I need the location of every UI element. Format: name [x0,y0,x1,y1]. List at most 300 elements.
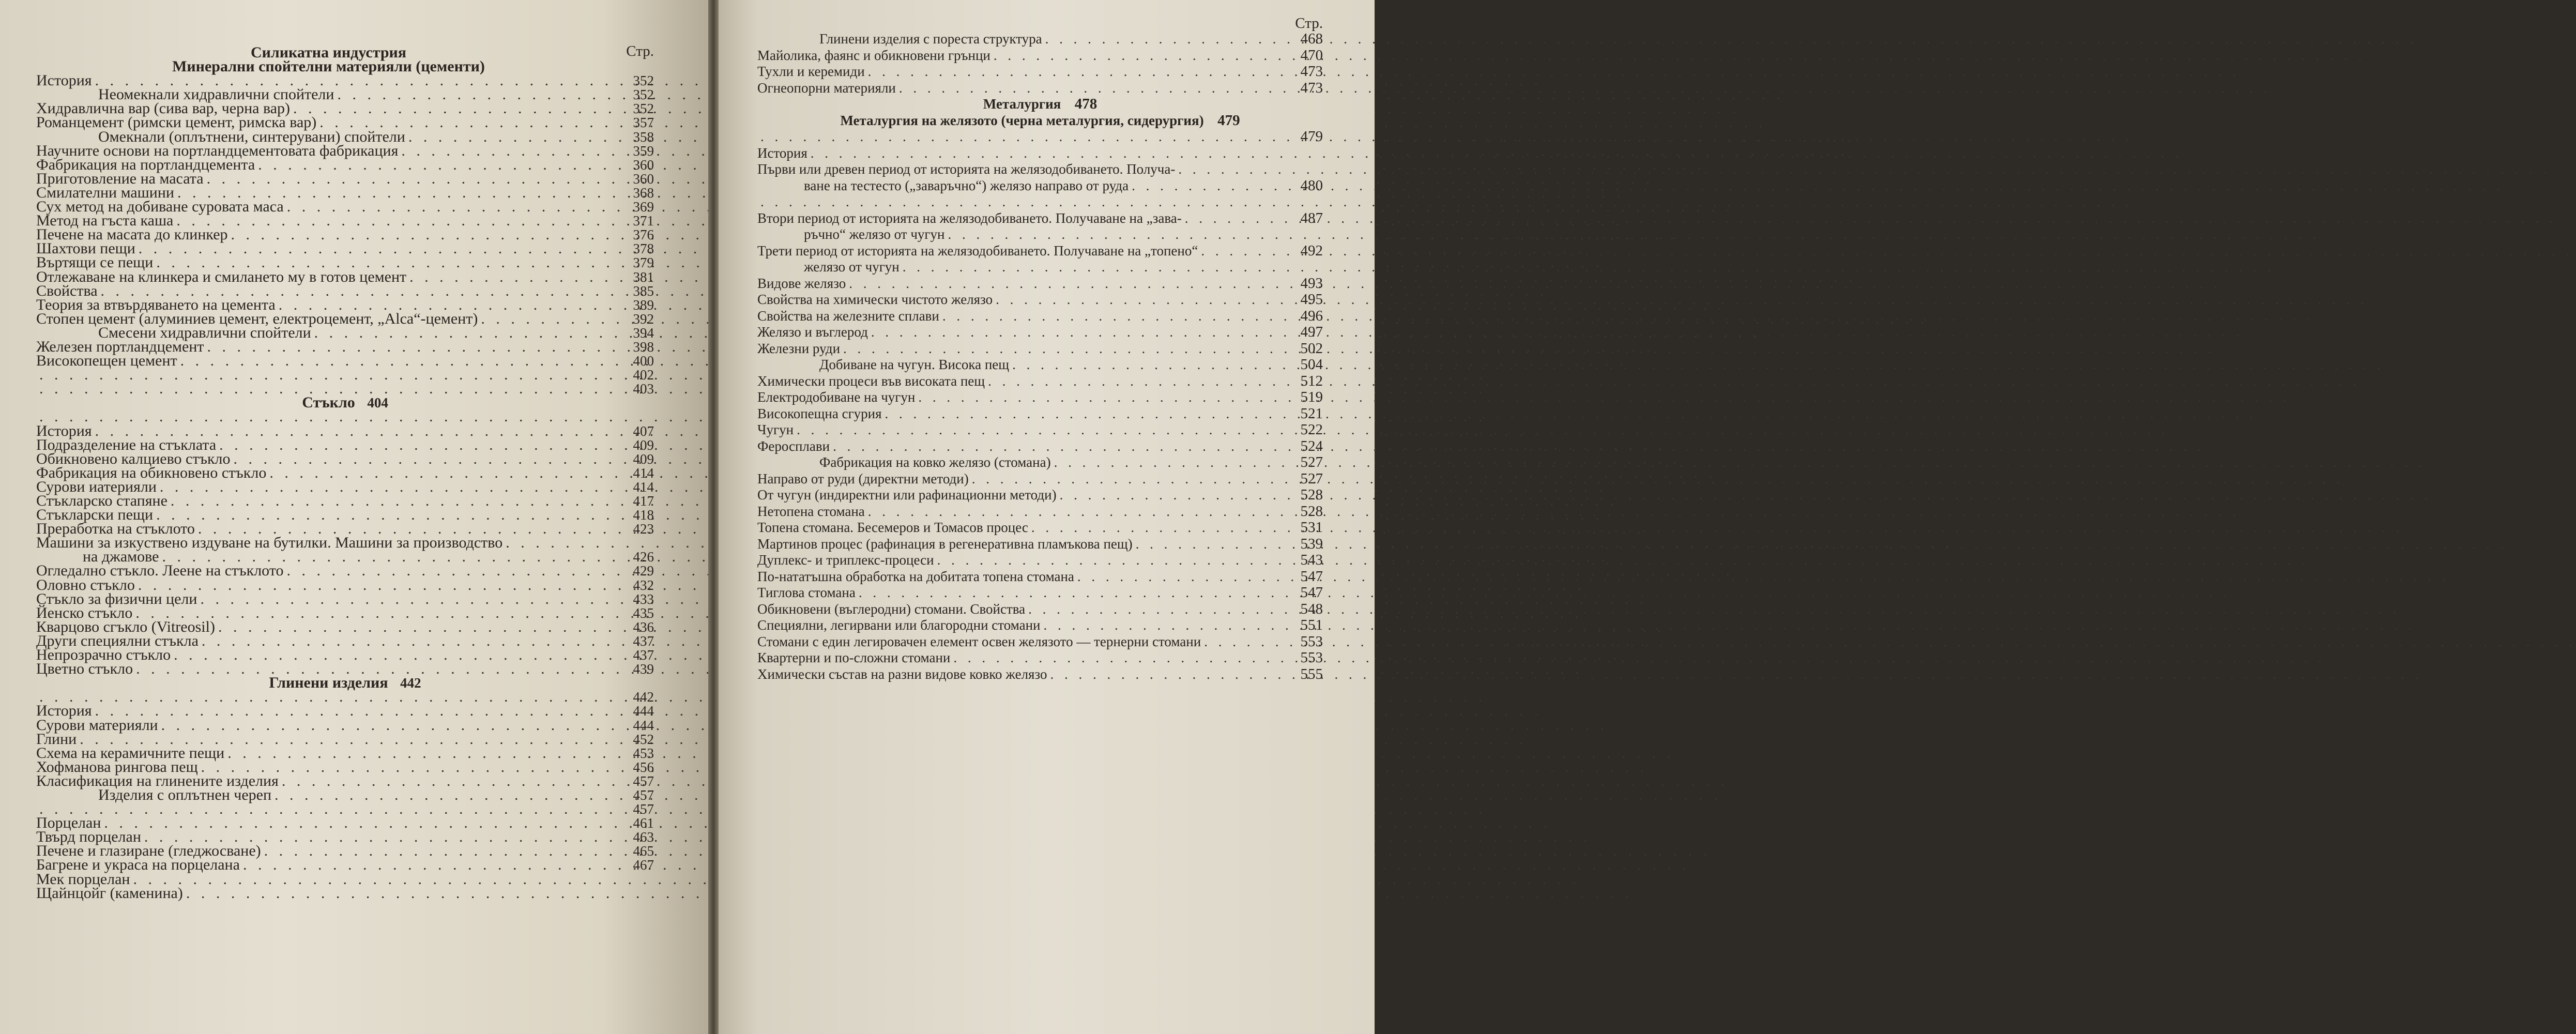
toc-leader-dots [258,158,618,172]
toc-entry-title: Теория за втвърдяването на цемента [36,296,276,313]
toc-entry-title: Стомани с един легировачен елемент освен желязото — тернерни стомани [757,633,1201,649]
toc-entry [757,406,1323,422]
toc-entry [36,326,654,340]
toc-leader-dots [174,648,618,662]
toc-leader-dots [1044,617,1284,634]
toc-entry [757,48,1323,64]
toc-leader-dots [871,324,1284,341]
toc-entry [36,226,654,244]
toc-page-number: 442 [633,689,654,705]
toc-entry-title: Желязо и въглерод [757,324,868,340]
toc-page-number: 547 [1300,584,1323,601]
toc-entry-title: Тухли и керемиди [757,64,865,79]
toc-leader-dots [1060,487,1284,504]
toc-entry [757,145,1323,162]
toc-entry-title: Феросплави [757,438,830,454]
toc-leader-dots [996,292,1284,308]
toc-entry [36,562,654,580]
toc-page-number: 394 [633,325,654,341]
toc-leader-dots [39,409,618,423]
toc-entry [36,578,654,592]
toc-leader-dots [171,494,618,508]
toc-page-number: 437 [633,633,654,649]
toc-entry [757,422,1323,438]
toc-leader-dots [1136,536,1284,553]
toc-entry [36,186,654,200]
toc-page-number: 423 [633,521,654,537]
toc-leader-dots [319,115,618,129]
toc-leader-dots [1045,31,1284,48]
toc-entry [36,452,654,466]
toc-entry-title: Сурови материяли [36,716,158,734]
toc-leader-dots [1132,178,1284,194]
left-page [0,0,708,1034]
toc-page-number: 480 [1300,177,1323,194]
toc-entry-title: История [36,72,92,89]
toc-entry-title: Химически състав на разни видове ковко желязо [757,666,1047,682]
toc-entry [36,494,654,508]
toc-leader-dots [408,130,618,144]
toc-entry-title: Глинени изделия с пореста структура [819,31,1042,47]
toc-page-number: 360 [633,171,654,187]
toc-entry [36,354,654,368]
toc-entry-title: Нетопена стомана [757,503,865,519]
toc-page-number: 360 [633,157,654,173]
toc-entry [36,704,654,718]
toc-leader-dots [264,844,618,858]
toc-leader-dots [207,340,618,354]
toc-entry [36,536,654,550]
toc-entry-title: Глинени изделия [269,674,388,692]
toc-section-heading [36,59,654,73]
toc-entry-title: желязо от чугун [804,259,900,275]
toc-leader-dots [234,452,618,466]
toc-page-number: 357 [633,115,654,131]
toc-entry-title: Въртящи се пещи [36,254,154,271]
toc-page-number: 527 [1300,470,1323,487]
toc-entry [36,87,654,101]
toc-entry [757,129,1323,145]
toc-page-number: 417 [633,493,654,509]
toc-page-number: 409 [633,451,654,467]
toc-page-number: 524 [1300,437,1323,454]
toc-page-number: 512 [1300,372,1323,389]
toc-leader-dots [180,354,618,368]
toc-entry [757,210,1323,227]
toc-page-number: 436 [633,619,654,635]
toc-leader-dots [219,438,618,452]
toc-entry [757,373,1323,390]
toc-entry-title: Високопещна сгурия [757,405,882,421]
toc-entry-title: Сурови иатерияли [36,478,157,495]
toc-entry-title: Мартинов процес (рафинация в регенеративна пламъкова пещ) [757,536,1133,552]
toc-page-number: 479 [1300,128,1323,145]
toc-leader-dots [227,746,618,760]
toc-leader-dots [176,214,618,227]
toc-entry [36,101,654,115]
toc-leader-dots [198,522,618,536]
toc-entry-title: Порцелан [36,814,101,832]
toc-page-number: 548 [1300,600,1323,617]
toc-entry-title: Стъкларски пещи [36,506,154,524]
toc-page-number: 400 [633,353,654,369]
toc-leader-dots [293,101,618,115]
toc-section-heading [757,96,1323,113]
toc-entry [36,830,654,844]
toc-entry-title: Цветно стъкло [36,660,133,678]
toc-section-heading [36,45,654,59]
toc-entry [757,504,1323,520]
toc-entry-title: Схема на керамичните пещи [36,744,225,762]
toc-leader-dots [287,200,618,214]
toc-page-number: 402 [633,367,654,383]
toc-entry [36,508,654,522]
toc-page-number: 473 [1300,63,1323,80]
toc-leader-dots [39,690,618,704]
toc-entry [36,438,654,452]
toc-page-number: 389 [633,297,654,313]
toc-entry-title: Обикновено калциево стъкло [36,450,231,467]
toc-page-number: 504 [1300,356,1323,373]
toc-entry-title: Топена стомана. Бесемеров и Томасов процес [757,520,1028,535]
toc-entry-title: Печене на масата до клинкер [36,226,228,244]
toc-leader-dots [760,194,1284,210]
toc-entry [36,760,654,774]
toc-entry [757,601,1323,618]
toc-leader-dots [948,226,1284,243]
toc-leader-dots [994,48,1284,64]
toc-section-heading [36,394,654,412]
toc-page-number: 368 [633,185,654,201]
toc-page-number: 492 [1300,242,1323,259]
toc-page-number: 432 [633,577,654,593]
toc-entry [36,620,654,634]
toc-entry-title: От чугун (индиректни или рафинационни методи) [757,487,1057,503]
toc-entry [757,324,1323,341]
toc-entry [36,662,654,676]
toc-leader-dots [401,144,618,158]
toc-entry [36,73,654,87]
toc-entry-title: Силикатна индустрия [250,44,407,61]
toc-entry-title: Химически процеси във високата пещ [757,373,985,389]
toc-page-number: 435 [633,605,654,621]
toc-entry [36,634,654,648]
toc-page-number: 496 [1300,307,1323,324]
toc-page-number: 468 [1300,31,1323,47]
toc-leader-dots [39,368,618,382]
toc-entry-title: Мек порцелан [36,870,130,888]
toc-entry-title: Шахтови пещи [36,240,135,257]
toc-leader-dots [133,872,618,886]
toc-entry-title: Специялни, легирвани или благородни стомани [757,617,1041,633]
toc-page-number: 461 [633,815,654,831]
toc-entry-title: Щайнцойг (каменина) [36,884,183,902]
book-gutter [708,0,719,1034]
toc-leader-dots [1178,161,1284,178]
toc-entry-title: ръчно“ желязо от чугун [804,226,945,242]
toc-entry [36,130,654,144]
toc-entry-title: По-нататъшна обработка на добитата топена стомана [757,568,1074,584]
toc-entry-title: Железен портландцемент [36,338,204,355]
toc-leader-dots [1204,634,1284,650]
toc-page-number: 463 [633,829,654,845]
toc-entry-title: Смесени хидравлични спойтели [98,324,311,341]
toc-entry [757,80,1323,97]
toc-leader-dots [843,341,1284,357]
toc-leader-dots [1050,666,1284,683]
toc-leader-dots [101,284,618,298]
toc-leader-dots [95,424,618,438]
toc-page-number: 433 [633,591,654,607]
toc-page-number: 543 [1300,552,1323,568]
toc-entry [36,774,654,788]
toc-leader-dots [972,471,1284,488]
toc-entry-title: Огнеопорни материяли [757,80,896,96]
toc-leader-dots [1185,210,1284,227]
toc-page-number: 437 [633,647,654,663]
toc-leader-dots [279,298,618,312]
toc-entry-title: Твърд порцелан [36,828,141,846]
toc-page-number: 352 [633,101,654,117]
toc-entry-title: Добиване на чугун. Висока пещ [819,357,1010,372]
toc-page-number: 407 [633,423,654,439]
toc-entry-title: Отлежаване на клинкера и смилането му в готов цемент [36,268,407,285]
toc-leader-dots [811,145,1284,162]
toc-leader-dots [899,80,1284,97]
toc-section-heading [757,113,1323,129]
toc-entry-title: Направо от руди (директни методи) [757,470,969,486]
toc-entry [757,276,1323,292]
toc-leader-dots [95,704,618,718]
toc-entry-title: Втори период от историята на желязодобиването. Получаване на „зава- [757,210,1182,226]
toc-page-number: 551 [1300,617,1323,633]
toc-page-number: 553 [1300,633,1323,650]
toc-entry [36,212,654,230]
toc-page-number: 352 [633,87,654,103]
toc-entry [36,270,654,284]
toc-leader-dots [95,73,618,87]
toc-leader-dots [161,718,618,732]
toc-page-number: 478 [1074,96,1098,112]
toc-entry [757,634,1323,650]
toc-entry-title: Фабрикация на обикновено стъкло [36,464,267,481]
toc-entry-title: Дуплекс- и триплекс-процеси [757,552,934,568]
toc-leader-dots [231,227,618,241]
toc-entry-title: Романцемент (римски цемент, римска вар) [36,114,317,131]
toc-page-number: 358 [633,129,654,145]
toc-page-number: 495 [1300,291,1323,308]
toc-entry [36,872,654,886]
toc-page-number: 439 [633,661,654,677]
toc-leader-dots [162,550,618,564]
toc-leader-dots [903,259,1284,276]
toc-leader-dots [138,578,618,592]
toc-entry [757,454,1323,471]
toc-entry [36,298,654,312]
toc-leader-dots [201,760,618,774]
toc-page-number: 479 [1217,112,1240,129]
toc-entry [36,858,654,872]
toc-entry [757,438,1323,455]
toc-page-number: 392 [633,311,654,327]
toc-entry [36,466,654,480]
right-page [719,0,1375,1034]
toc-entry [757,292,1323,308]
toc-entry-title: Сух метод на добиване суровата маса [36,198,284,216]
toc-page-number: 457 [633,787,654,803]
toc-entry [36,718,654,732]
toc-leader-dots [1054,454,1284,471]
toc-page-number: 414 [633,465,654,481]
toc-leader-dots [243,858,618,872]
toc-leader-dots [200,592,618,606]
toc-entry [757,569,1323,585]
toc-entry [36,172,654,186]
toc-entry-title: Метод на гъста каша [36,212,174,230]
toc-leader-dots [1201,243,1284,260]
toc-leader-dots [135,606,618,620]
toc-entry [757,243,1323,260]
toc-page-number: 531 [1300,519,1323,536]
toc-leader-dots [314,326,618,340]
toc-entry-title: Непрозрачно стъкло [36,646,171,664]
toc-entry-title: ване на тестесто („заваръчно“) желязо направо от руда [804,177,1129,193]
toc-entry [757,341,1323,357]
toc-entry-title: Омекнали (оплътнени, синтерувани) спойтели [98,128,405,145]
toc-leader-dots [136,662,618,676]
toc-page-number: 502 [1300,340,1323,357]
toc-leader-dots [942,308,1284,325]
toc-entry-title: Обикновени (въглеродни) стомани. Свойства [757,601,1026,617]
toc-entry [36,144,654,158]
toc-page-number: 359 [633,143,654,159]
toc-entry-title: Свойства [36,282,98,299]
toc-leader-dots [760,129,1284,145]
toc-entry-title: Преработка на стъклото [36,520,195,538]
toc-page-number: 528 [1300,486,1323,503]
toc-page-number: 522 [1300,421,1323,438]
toc-leader-dots [282,774,618,788]
toc-page-number: 547 [1300,568,1323,585]
toc-leader-dots [80,732,618,746]
toc-page-number: 521 [1300,405,1323,422]
toc-page-number: 404 [367,395,388,411]
toc-entry [36,690,654,704]
left-toc-list: Стр. Силикатна индустрия Минерални спойтелни материяли (цементи) История . . . 352 Неомекнали хидравлични спойтели . . . 352 Хидравлична вар (сива вар, черна вар) . . . 352 Романцемент (римски цемент, римска вар) . . . 357 Омекнали (оплътнени, синтерувани) спойтели . . . 358 Научните основи на портландцементовата фабрикация . . . 359 Фабрикация на портландцемента . . . 360 Приготовление на масата . . . 360 Смилателни машини . . . 368 Сух метод на добиване суровата маса . . . 369 Метод на гъста каша . . . 371 Печене на масата до клинкер . . . 376 Шахтови пещи . . . 378 Въртящи се пещи . . . 379 Отлежаване на клинкера и смилането му в готов цемент . . . 381 Свойства . . . 385 Теория за втвърдяването на цемента . . . 389 Стопен цемент (алуминиев цемент, електроцемент, „Alca“-цемент) . . . 392 Смесени хидравлични спойтели . . . 394 Железен портландцемент . . . 398 Високопещен цемент . . . 400 . . . 402 . . . 403 Стъкло 404 . . . История . . . 407 Подразделение на стъклата . . . 409 Обикновено калциево стъкло . . . 409 Фабрикация на обикновено стъкло . . . 414 Сурови иатерияли . . . 414 Стъкларско стапяне . . . 417 Стъкларски пещи . . . 418 Преработка на стъклото . . . 423 Машини за изкуствено издуване на бутилки. Машини за производство . . . на джамове . . . 426 Огледално стъкло. Леене на стъклото . . . 429 Оловно стъкло . . . 432 Стъкло за физични цели . . . 433 Йенско стъкло . . . 435 Кварцово сгъкло (Vitreosil) . . . 436 Други специялни стъкла . . . 437 Непрозрачно стъкло . . . 437 Цветно стъкло . . . 439 Глинени изделия 442 . . . 442 История . . . 444 Сурови материяли . . . 444 Глини . . . 452 Схема на керамичните пещи . . . 453 Хофманова рингова пещ . . . 456 Класификация на глинените изделия . . . 457 Изделия с оплътнен череп . . . 457 . . . 457 Порцелан . . . 461 Твърд порцелан . . . 463 Печене и глазиране (гледжосване) . . . 465 Багрене и украса на порцелана . . . 467 Мек порцелан . . . Щайнцойг (каменина) . . . [36,45,654,900]
page-column-header: Стр. [1295,15,1323,32]
toc-entry-title: Огледално стъкло. Леене на стъклото [36,562,284,580]
toc-entry [757,650,1323,666]
toc-entry [36,284,654,298]
toc-leader-dots [39,382,618,396]
toc-entry [36,255,654,269]
toc-entry [36,592,654,606]
toc-entry-title: Класификация на глинените изделия [36,772,279,789]
toc-leader-dots [1077,569,1284,585]
toc-entry-title: История [36,702,92,720]
toc-page-number: 369 [633,199,654,215]
toc-leader-dots [409,270,618,284]
toc-entry [757,357,1323,373]
toc-entry [36,886,654,900]
toc-entry [36,200,654,214]
toc-entry [36,844,654,858]
toc-leader-dots [104,816,618,830]
toc-page-number: 457 [633,773,654,789]
toc-entry-title: Научните основи на портландцементовата фабрикация [36,142,399,159]
toc-page-number: 467 [633,857,654,873]
toc-page-number: 442 [400,675,421,691]
toc-page-number: 403 [633,381,654,397]
toc-leader-dots [337,87,618,101]
toc-entry-title: Стъкларско стапяне [36,492,167,509]
toc-entry [757,31,1323,48]
toc-leader-dots [937,552,1284,569]
toc-page-number: 473 [1300,79,1323,96]
toc-leader-dots [797,422,1284,438]
toc-leader-dots [144,830,618,844]
toc-entry [757,536,1323,553]
toc-leader-dots [39,802,618,816]
toc-entry-title: Стъкло за физични цели [36,590,197,607]
toc-page-number: 409 [633,437,654,453]
toc-entry [36,241,654,255]
toc-leader-dots [918,389,1284,406]
toc-entry [757,389,1323,406]
toc-leader-dots [481,312,618,326]
toc-entry-title: Видове желязо [757,275,846,291]
toc-leader-dots [186,886,618,900]
toc-entry [36,788,654,802]
toc-leader-dots [859,585,1284,601]
toc-entry-title: Други специялни стъкла [36,632,199,649]
toc-page-number: 553 [1300,649,1323,666]
toc-entry [36,368,654,382]
toc-page-number: 539 [1300,535,1323,552]
toc-entry-title: Квартерни и по-сложни стомани [757,650,951,665]
toc-page-number: 379 [633,255,654,271]
toc-page-number: 453 [633,745,654,761]
toc-entry [36,606,654,620]
toc-leader-dots [207,172,618,186]
toc-entry [36,480,654,494]
toc-leader-dots [287,564,618,577]
toc-page-number: 465 [633,843,654,859]
toc-leader-dots [1012,357,1284,373]
toc-entry [36,340,654,354]
toc-entry-title: Железни руди [757,340,841,356]
toc-entry-title: Металургия на желязото (черна металургия, сидерургия) [840,112,1204,128]
toc-entry-title: Печене и глазиране (гледжосване) [36,842,261,860]
toc-leader-dots [156,255,618,269]
toc-entry-title: Свойства на химически чистото желязо [757,292,993,307]
toc-entry-title: Първи или древен период от историята на желязодобиването. Получа- [757,161,1176,177]
toc-entry [36,115,654,129]
toc-page-number: 528 [1300,503,1323,520]
toc-page-number: 414 [633,479,654,495]
toc-entry [757,585,1323,601]
toc-leader-dots [202,634,618,648]
toc-leader-dots [885,406,1284,422]
toc-leader-dots [1031,520,1284,536]
toc-section-heading [36,676,654,690]
toc-page-number: 426 [633,549,654,565]
toc-entry [757,161,1323,178]
toc-page-number: 352 [633,73,654,89]
toc-entry-title: Минерални спойтелни материяли (цементи) [172,58,485,75]
toc-page-number: 487 [1300,209,1323,226]
toc-entry-title: Майолика, фаянс и обикновени грънци [757,47,990,63]
